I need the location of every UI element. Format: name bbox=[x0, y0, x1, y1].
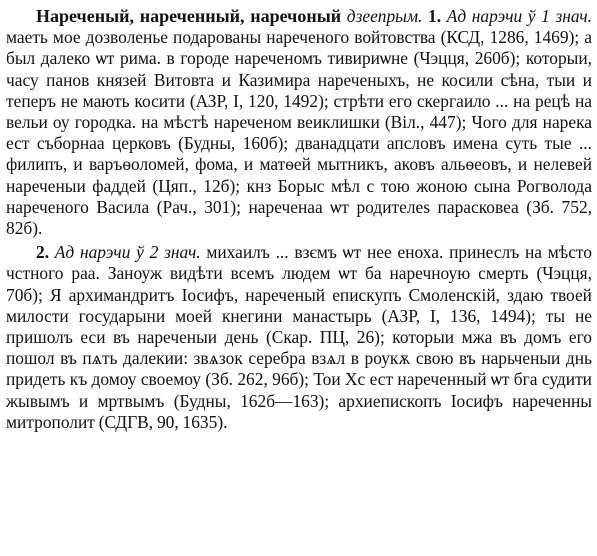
sense-2-grammar: Ад нарэчи ў 2 знач. bbox=[54, 242, 201, 263]
sense-1-grammar: Ад нарэчи ў 1 знач. bbox=[446, 6, 592, 26]
sense-1-paragraph bbox=[6, 6, 592, 239]
sense-2-citations: михаилъ ... взємъ ѡт нее еноха. принеслъ на мѣсто чстного раа. Заноуж видѣти всемъ людем ѡт ба наречноую смерть (Чэцця, 70б); Я архимандритъ Іосифъ, нареченый епискупъ Смоленскій, здаю твоей милости государыни моей кнегини манастырь (АЗР, I, 136, 1494); ты не пришолъ еси въ нареченыи день (Скар. ПЦ, 26); которыи мжа въ домъ его пошол въ пѧть далекии: звѧзок серебра взѧл в роукѫ свою въ нарьченыи днь придеть къ домоу своемоу (Зб. 262, 96б); Тои Хс ест нареченный ѡт бга судити жывымъ и мртвымъ (Будны, 162б—163); архиепископъ Іосифъ нареченны митрополит (СДГВ, 90, 1635). bbox=[6, 242, 592, 432]
part-of-speech-label: дзеепрым. bbox=[346, 6, 423, 26]
headword: Нареченый, нареченный, наречоный bbox=[36, 6, 342, 26]
sense-1-citations: маеть мое дозволенье подарованы нареченого войтовства (КСД, 1286, 1469); а был далеко ѡт рима. в городе нареченомъ тивириѡне (Чэцця, 260б); которыи, часу панов князей Витовта и Казимира нареченыхъ, не косили сѣна, тыи и теперъ не мають косити (АЗР, I, 120, 1492); стрѣти его скергаило ... на рецѣ на вельи оу городка. на мѣстѣ нареченом веиклишки (Віл., 447); Чого для нарека ест съборнаа церковъ (Будны, 160б); дванадцати апсловъ имена суть тые ... филипъ, и варъѳоломей, фома, и матѳей мытникъ, аковъ альѳеовъ, и нелевей нареченыи фаддей (Цяп., 12б); кнз Борыс мѣл с тою жоною сына Рогволода нареченого Васила (Рач., 301); нареченаа ѡт родителеѕ парасковеа (Зб. 752, 82б). bbox=[6, 27, 592, 239]
sense-2-number: 2. bbox=[36, 242, 50, 263]
dictionary-entry bbox=[6, 6, 592, 433]
sense-2-paragraph bbox=[6, 242, 592, 433]
sense-1-number: 1. bbox=[428, 6, 442, 26]
